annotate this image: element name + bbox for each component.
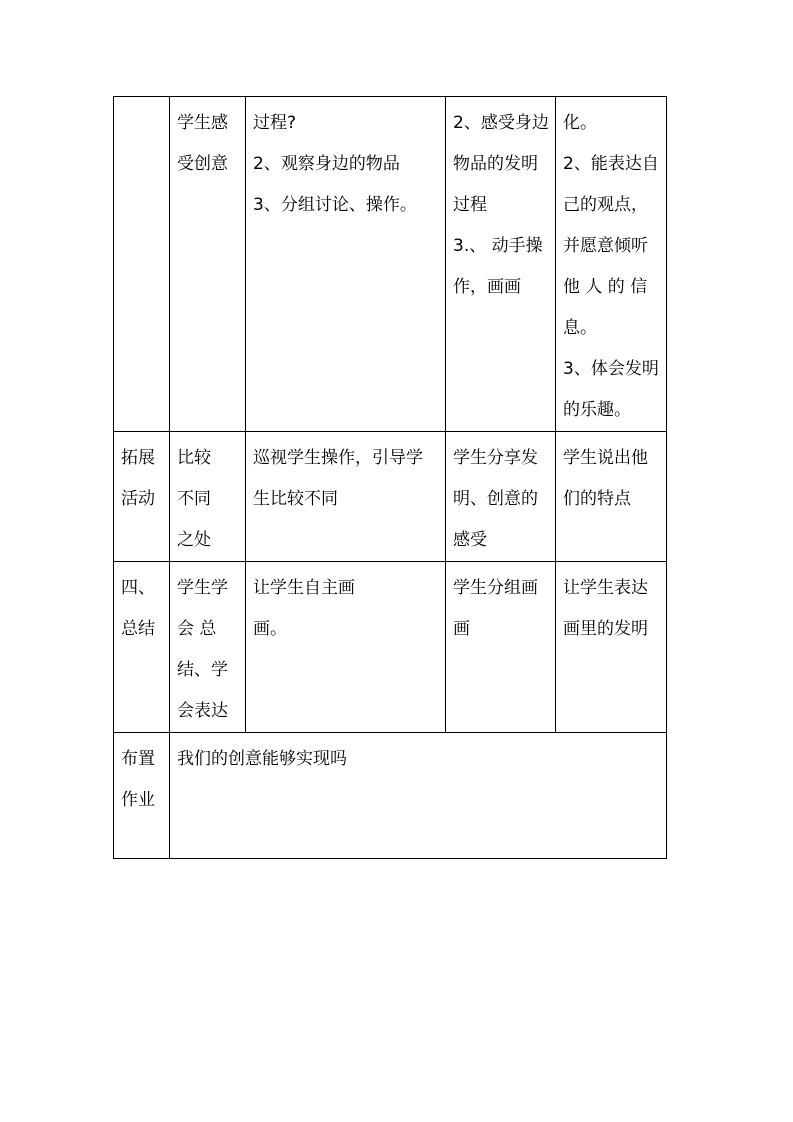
- cell-line: 作业: [121, 790, 155, 810]
- design-intent-cell: [556, 432, 667, 562]
- cell-line: 的乐趣。: [563, 400, 631, 420]
- cell-line: 画里的发明: [563, 619, 648, 639]
- cell-line: 受创意: [177, 154, 228, 174]
- cell-line: 们的特点: [563, 489, 631, 509]
- stage-cell: [114, 562, 170, 733]
- table-row: [114, 97, 667, 432]
- cell-line: 生比较不同: [253, 489, 338, 509]
- cell-line: 让学生自主画: [253, 578, 355, 598]
- cell-line: 3、分组讨论、操作。: [253, 195, 417, 215]
- cell-line: 会表达: [177, 701, 228, 721]
- lesson-plan-table: [113, 96, 667, 859]
- cell-line: 学生分组画: [453, 578, 538, 598]
- cell-line: 息。: [563, 318, 597, 338]
- cell-line: 作，画画: [453, 277, 521, 297]
- cell-line: 总结: [121, 619, 155, 639]
- cell-line: 过程: [453, 195, 487, 215]
- table-row: [114, 733, 667, 859]
- design-intent-cell: [556, 562, 667, 733]
- table-row: [114, 562, 667, 733]
- cell-line: 让学生表达: [563, 578, 648, 598]
- cell-line: 物品的发明: [453, 154, 538, 174]
- teacher-activity-cell: [246, 432, 446, 562]
- homework-content-cell: [170, 733, 667, 859]
- cell-line: 3.、 动手操: [453, 236, 543, 256]
- student-activity-cell: [446, 97, 556, 432]
- table-row: [114, 432, 667, 562]
- homework-label-cell: [114, 733, 170, 859]
- cell-line: 学生分享发: [453, 448, 538, 468]
- goal-cell: [170, 562, 246, 733]
- stage-cell: [114, 432, 170, 562]
- cell-line: 之处: [177, 530, 211, 550]
- cell-line: 2、观察身边的物品: [253, 154, 400, 174]
- cell-line: 拓展: [121, 448, 155, 468]
- cell-line: 布置: [121, 749, 155, 769]
- cell-line: 活动: [121, 489, 155, 509]
- teacher-activity-cell: [246, 562, 446, 733]
- teacher-activity-cell: [246, 97, 446, 432]
- cell-line: 画。: [253, 619, 287, 639]
- goal-cell: [170, 97, 246, 432]
- goal-cell: [170, 432, 246, 562]
- cell-line: 并愿意倾听: [563, 236, 648, 256]
- cell-line: 学生感: [177, 113, 228, 133]
- cell-line: 学生学: [177, 578, 228, 598]
- cell-line: 化。: [563, 113, 597, 133]
- cell-line: 结、学: [177, 660, 228, 680]
- cell-line: 明、创意的: [453, 489, 538, 509]
- cell-line: 会 总: [177, 619, 217, 639]
- cell-line: 他 人 的 信: [563, 277, 648, 297]
- cell-line: 比较: [177, 448, 211, 468]
- cell-line: 过程?: [253, 113, 297, 133]
- cell-line: 学生说出他: [563, 448, 648, 468]
- cell-line: 2、感受身边: [453, 113, 549, 133]
- cell-line: 四、: [121, 578, 155, 598]
- cell-line: 巡视学生操作，引导学: [253, 448, 423, 468]
- student-activity-cell: [446, 432, 556, 562]
- design-intent-cell: [556, 97, 667, 432]
- cell-line: 己的观点，: [563, 195, 648, 215]
- cell-line: 感受: [453, 530, 487, 550]
- cell-line: 不同: [177, 489, 211, 509]
- cell-line: 2、能表达自: [563, 154, 659, 174]
- stage-cell: [114, 97, 170, 432]
- cell-line: 3、体会发明: [563, 359, 659, 379]
- student-activity-cell: [446, 562, 556, 733]
- homework-text: 我们的创意能够实现吗: [177, 749, 347, 769]
- cell-line: 画: [453, 619, 470, 639]
